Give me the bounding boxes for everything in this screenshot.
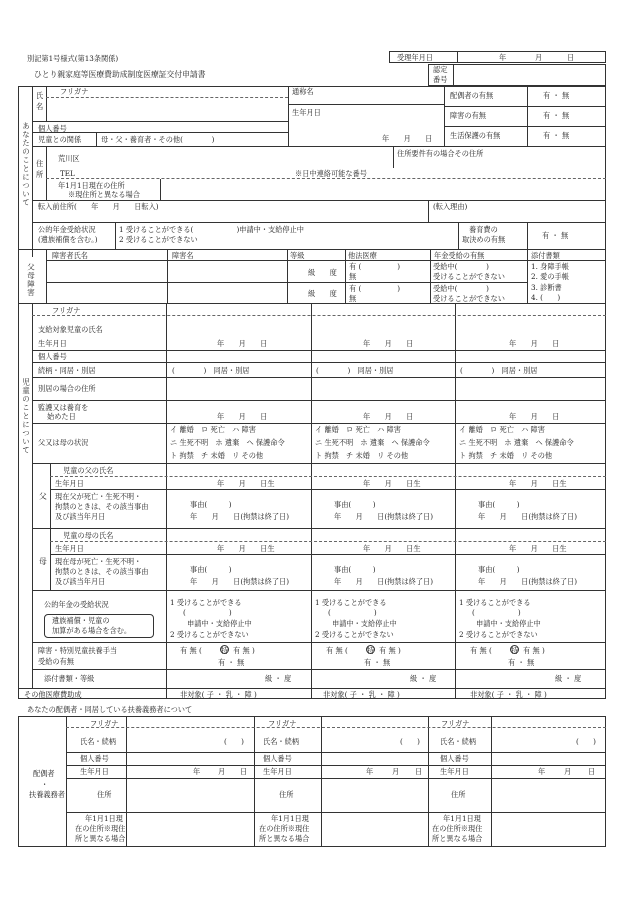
furigana-label: フリガナ (60, 87, 89, 96)
spouse-section-title: あなたの配偶者・同居している扶養義務者について (27, 705, 193, 714)
city-name: 荒川区 (58, 154, 80, 163)
received-date-label: 受理年月日 (397, 53, 433, 62)
spouse-choice[interactable]: 有 ・ 無 (543, 91, 570, 100)
child-support-choice[interactable]: 有 ・ 無 (542, 231, 569, 240)
cert-number-box (428, 64, 606, 86)
form-title: ひとり親家庭等医療費助成制度医療証交付申請書 (34, 70, 206, 79)
relation-options[interactable]: 母・父・養育者・その他( ) (101, 135, 215, 144)
welfare-choice[interactable]: 有 ・ 無 (543, 131, 570, 140)
children-side-label: 児童のことについて (21, 378, 31, 455)
pension-option-1[interactable]: 1 受けることができる( )申請中・支給停止中 (119, 225, 304, 234)
pension-option-2[interactable]: 2 受けることができない (119, 235, 198, 244)
tel-label: TEL (60, 169, 75, 178)
form-id: 別記第1号様式(第13条関係) (27, 54, 119, 63)
applicant-side-label: あなたのことについて (21, 122, 31, 207)
maiden-name-label: 通称名 (292, 87, 314, 96)
applicant-birthdate-label: 生年月日 (292, 108, 321, 117)
disability-choice[interactable]: 有 ・ 無 (543, 111, 570, 120)
parent-disability-side-label: 父母障害 (26, 263, 36, 297)
